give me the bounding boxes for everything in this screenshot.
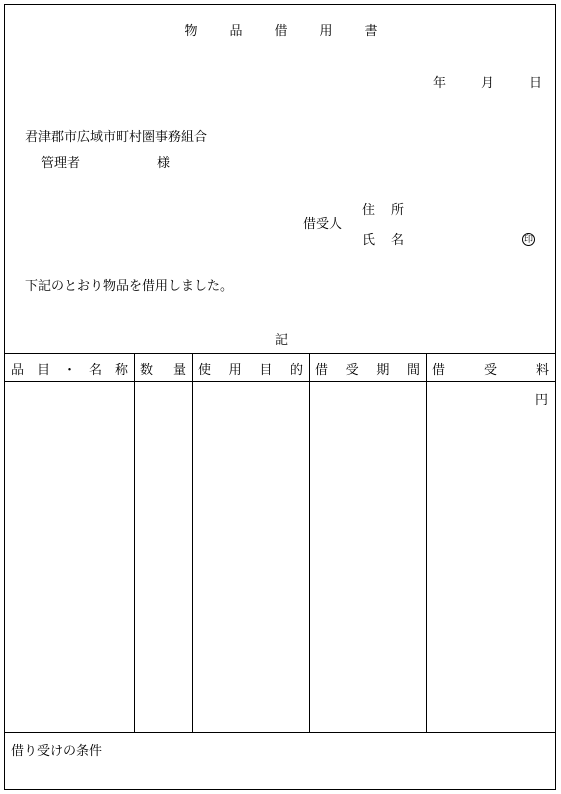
header-fee [426, 359, 555, 377]
column-divider [426, 353, 427, 732]
header-char: 名 [88, 363, 102, 378]
header-char: 称 [114, 363, 128, 378]
day-label: 日 [529, 76, 543, 91]
year-label: 年 [433, 76, 447, 91]
header-char: 受 [345, 363, 359, 378]
header-char: 借 [315, 363, 329, 378]
title-char: 物 [184, 24, 198, 39]
title-char: 借 [274, 24, 288, 39]
header-quantity [134, 359, 192, 377]
header-char: 的 [289, 363, 303, 378]
seal-mark: 印 [523, 235, 533, 245]
title-char: 用 [319, 24, 333, 39]
form-frame [4, 4, 556, 790]
header-char: 借 [432, 363, 446, 378]
header-char: 目 [36, 363, 50, 378]
column-divider [192, 353, 193, 732]
ki-heading: 記 [275, 333, 289, 348]
address-label: 住所 [362, 203, 421, 218]
statement-text: 下記のとおり物品を借用しました。 [25, 279, 234, 294]
column-divider [134, 353, 135, 732]
title-char: 書 [364, 24, 378, 39]
table-header-border [5, 381, 555, 382]
honorific: 様 [157, 156, 171, 171]
header-char: 数 [140, 363, 154, 378]
header-char: 受 [483, 363, 497, 378]
column-divider [309, 353, 310, 732]
header-char: ・ [62, 363, 76, 378]
header-char: 量 [172, 363, 186, 378]
conditions-label: 借り受けの条件 [11, 744, 103, 759]
table-top-border [5, 353, 555, 354]
header-char: 目 [259, 363, 273, 378]
header-char: 用 [228, 363, 242, 378]
month-label: 月 [481, 76, 495, 91]
title-char: 品 [229, 24, 243, 39]
header-period [309, 359, 426, 377]
date-line [433, 77, 542, 90]
header-char: 間 [406, 363, 420, 378]
borrower-label: 借受人 [303, 217, 343, 232]
header-char: 品 [11, 363, 25, 378]
addressee-manager: 管理者 [41, 156, 81, 171]
document-title [5, 25, 557, 38]
addressee-organization: 君津郡市広域市町村圏事務組合 [25, 130, 208, 145]
header-char: 期 [376, 363, 390, 378]
header-char: 使 [198, 363, 212, 378]
header-item-name [5, 359, 134, 377]
header-purpose [192, 359, 309, 377]
fee-unit: 円 [535, 393, 549, 408]
name-label: 氏名 [362, 233, 421, 248]
header-char: 料 [535, 363, 549, 378]
table-bottom-border [5, 732, 555, 733]
